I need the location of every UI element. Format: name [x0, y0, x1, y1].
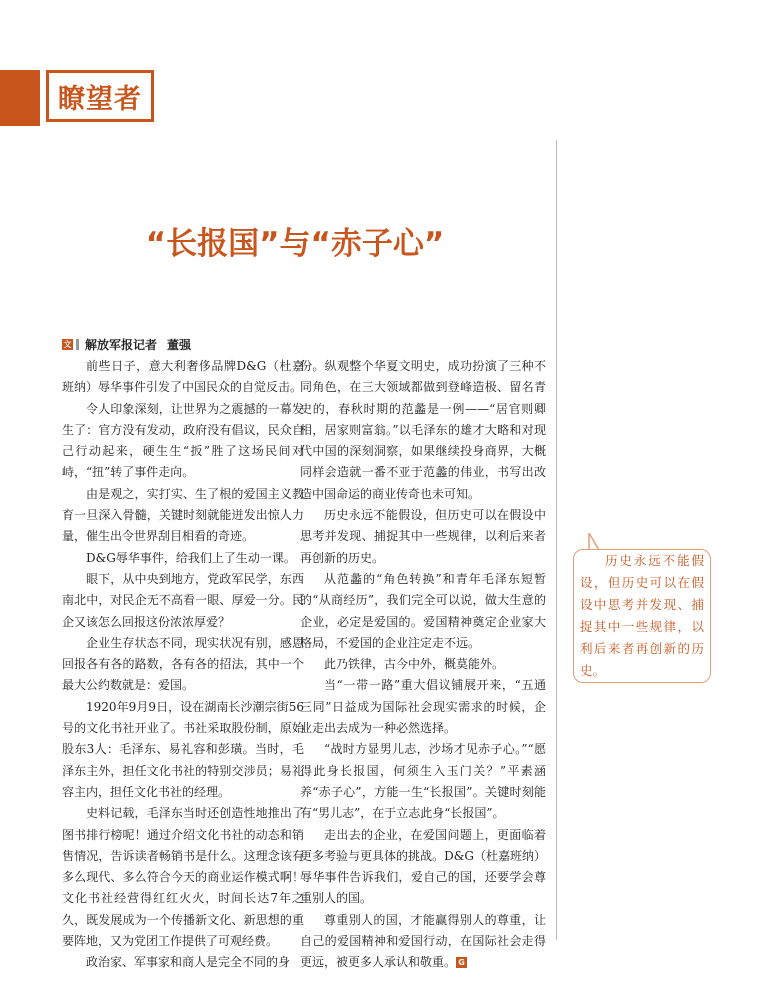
paragraph: 走出去的企业，在爱国问题上，更面临着更多考验与更具体的挑战。D&G（杜嘉班纳）辱华事件告诉我们，爱自己的国，还要学会尊重别人的国。 — [300, 827, 546, 906]
paragraph: D&G辱华事件，给我们上了生动一课。 — [86, 550, 296, 565]
paragraph: 1920年9月9日，设在湖南长沙潮宗街56号的文化书社开业了。书社采取股份制，原始股东3人：毛泽东、易礼容和彭璜。当时，毛泽东主外，担任文化书社的特别交涉员；易礼容主内，担任文化书社的经理。 — [62, 699, 304, 799]
section-color-bar — [0, 70, 40, 126]
byline-mark-icon: 文 — [63, 340, 72, 349]
paragraph: 政治家、军事家和商人是完全不同的身 — [86, 955, 291, 970]
paragraph: 从范蠡的“角色转换”和青年毛泽东短暂的“从商经历”，我们完全可以说，做大生意的企业，必定是爱国的。爱国精神奠定企业家大格局，不爱国的企业注定走不远。 — [300, 571, 546, 650]
byline-author: 董强 — [167, 338, 192, 352]
end-mark-icon: G — [456, 957, 467, 968]
pull-quote — [573, 549, 711, 683]
article-column-1 — [62, 356, 304, 974]
paragraph: 企业生存状态不同，现实状况有别，感恩回报各有各的路数，各有各的招法，其中一个最大公约数就是：爱国。 — [62, 635, 304, 693]
paragraph: “战时方显男儿志，沙场才见赤子心。”“愿得此身长报国，何须生入玉门关？”平素涵养“赤子心”，方能一生“长报国”。关键时刻能有“男儿志”，在于立志此身“长报国”。 — [300, 742, 546, 821]
column-divider — [556, 140, 557, 940]
article-headline: “长报国”与“赤子心” — [145, 226, 445, 262]
byline-divider — [76, 339, 79, 350]
section-title: 瞭望者 — [46, 70, 154, 122]
byline-role: 解放军报记者 — [85, 338, 158, 352]
paragraph: 份。纵观整个华夏文明史，成功扮演了三种不同角色，在三大领域都做到登峰造极、留名青史的，春秋时期的范蠡是一例——“居官则卿相，居家则富翁。”以毛泽东的雄才大略和对现代中国的深刻洞察，如果继续投身商界，大概同样会造就一番不亚于范蠡的伟业，书写出改造中国命运的商业传奇也未可知。 — [300, 359, 546, 501]
callout-tail — [588, 533, 600, 550]
paragraph: 当“一带一路”重大倡议铺展开来，“五通三同”日益成为国际社会现实需求的时候，企业走出去成为一种必然选择。 — [300, 678, 546, 736]
paragraph: 眼下，从中央到地方，党政军民学，东西南北中，对民企无不高看一眼、厚爱一分。民企又该怎么回报这份浓浓厚爱？ — [62, 571, 304, 629]
article-column-2 — [300, 356, 546, 974]
paragraph: 由是观之，实打实、生了根的爱国主义教育一旦深入骨髓，关键时刻就能迸发出惊人力量，催生出令世界刮目相看的奇迹。 — [62, 486, 304, 544]
final-paragraph-text: 尊重别人的国，才能赢得别人的尊重，让自己的爱国精神和爱国行动，在国际社会走得更远，被更多人承认和敬重。 — [300, 912, 546, 970]
byline — [62, 336, 191, 353]
paragraph: 历史永远不能假设，但历史可以在假设中思考并发现、捕捉其中一些规律，以利后来者再创新的历史。 — [300, 508, 546, 565]
paragraph-final — [300, 910, 546, 974]
paragraph: 史料记载，毛泽东当时还创造性地推出了图书排行榜呢！通过介绍文化书社的动态和销售情况，告诉读者畅销书是什么。这理念该有多么现代、多么符合今天的商业运作模式啊！文化书社经营得红红火火，时间长达7年之久，既发展成为一个传播新文化、新思想的重要阵地，又为党团工作提供了可观经费。 — [62, 806, 304, 949]
paragraph: 令人印象深刻，让世界为之震撼的一幕发生了：官方没有发动，政府没有倡议，民众自己行动起来，硬生生“扳”胜了这场民间对峙，“扭”转了事件走向。 — [62, 401, 304, 480]
pull-quote-text: 历史永远不能假设，但历史可以在假设中思考并发现、捕捉其中一些规律，以利后来者再创新的历史。 — [580, 553, 704, 678]
paragraph: 前些日子，意大利奢侈品牌D&G（杜嘉班纳）辱华事件引发了中国民众的自觉反击。 — [62, 359, 304, 395]
paragraph: 此乃铁律，古今中外，概莫能外。 — [324, 657, 505, 672]
